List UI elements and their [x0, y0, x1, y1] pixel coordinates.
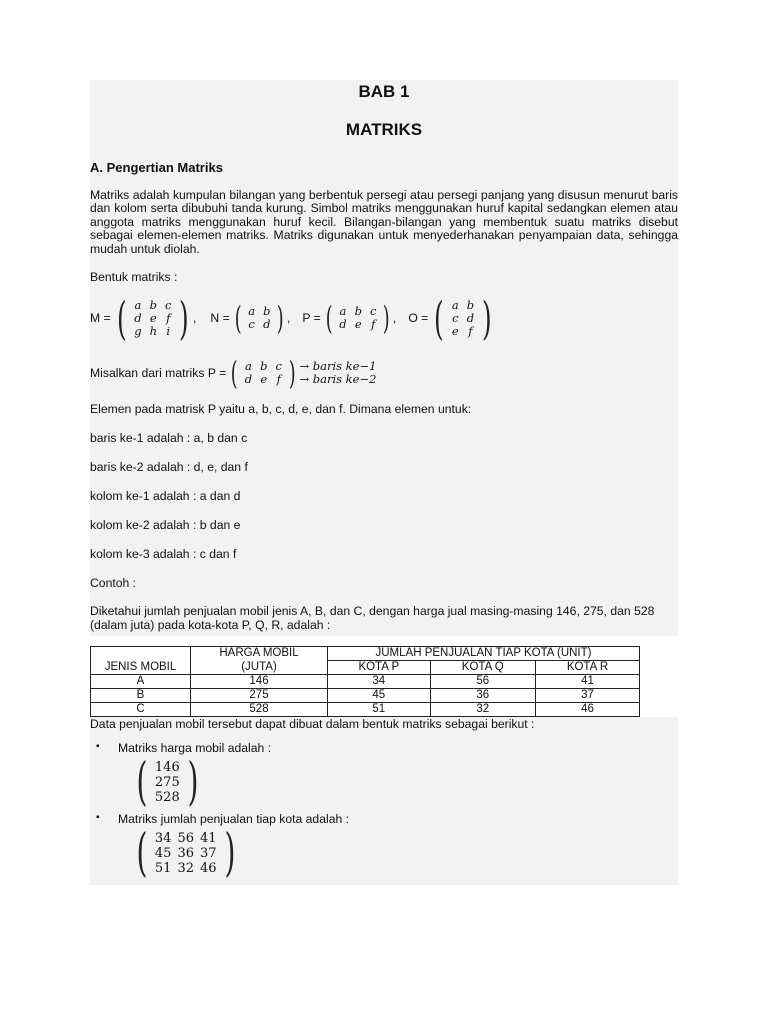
cell: 45 [328, 689, 431, 703]
right-paren: ) [224, 824, 235, 884]
matrix-grid [130, 299, 175, 338]
matrix-row [152, 861, 220, 876]
cell: 51 [328, 703, 431, 717]
header-jenis-mobil: JENIS MOBIL [91, 647, 191, 675]
cell: A [91, 675, 191, 689]
matrix-entry: d [466, 310, 475, 325]
matrix-grid [241, 360, 286, 386]
matrix-entry: b [149, 297, 157, 312]
header-kota-p: KOTA P [328, 661, 431, 675]
matrix-row [152, 760, 183, 775]
elements-intro: Elemen pada matrisk P yaitu a, b, c, d, e, dan f. Dimana elemen untuk: [90, 402, 472, 417]
matrix-row [130, 299, 175, 312]
matrix-row [152, 846, 220, 861]
matrix-label-n: N = [210, 311, 230, 326]
matrix-entry: f [166, 310, 171, 325]
matrix-row [152, 831, 220, 846]
matrix-entry: 56 [177, 831, 194, 847]
bullet-text: ▪ Matriks harga mobil adalah : [118, 741, 272, 756]
cell: 32 [430, 703, 535, 717]
left-paren: ( [325, 299, 333, 338]
right-paren: ) [187, 753, 199, 813]
matrix-separator: , [392, 311, 397, 326]
matrix-entry: a [339, 304, 347, 319]
matrix-grid [244, 305, 274, 331]
matrix-entry: 34 [154, 831, 172, 847]
header-harga-1: HARGA MOBIL [191, 647, 328, 661]
bentuk-label: Bentuk matriks : [90, 270, 178, 285]
table-row [91, 689, 640, 703]
document-page [90, 80, 678, 885]
matrix-o [430, 292, 495, 345]
header-kota-r: KOTA R [535, 661, 639, 675]
matrix-entry: d [339, 317, 347, 332]
cell: 275 [191, 689, 328, 703]
table-row [91, 703, 640, 717]
matrix-penjualan [132, 824, 239, 883]
misalkan-line [90, 354, 678, 393]
matrix-harga [132, 753, 203, 812]
matrix-row [241, 373, 286, 386]
matrix-entry: d [134, 310, 142, 325]
left-paren: ( [434, 291, 444, 345]
matrix-separator: , [286, 311, 291, 326]
after-table-text: Data penjualan mobil tersebut dapat dibuat dalam bentuk matriks sebagai berikut : [90, 717, 535, 732]
matrix-entry: c [275, 359, 282, 374]
contoh-label: Contoh : [90, 576, 137, 591]
matrix-row [448, 325, 478, 338]
element-line: baris ke-1 adalah : a, b dan c [90, 431, 248, 446]
matrix-entry: 32 [177, 861, 194, 877]
matrix-entry: 275 [154, 775, 180, 791]
matrix-entry: f [468, 323, 473, 338]
matrix-entry: c [165, 297, 172, 312]
matrix-grid [152, 760, 183, 805]
contoh-paragraph: Diketahui jumlah penjualan mobil jenis A, B, dan C, dengan harga jual masing-masing 146, 275, dan 528 (dalam juta) pada kota-kota P, Q, R, adalah : [90, 604, 655, 633]
matrix-grid [335, 305, 380, 331]
matrix-entry: b [466, 297, 475, 312]
misalkan-label: Misalkan dari matriks P = [90, 366, 227, 381]
cell: C [91, 703, 191, 717]
table-row [91, 675, 640, 689]
matrix-entry: a [451, 297, 459, 312]
matrix-row [152, 775, 183, 790]
matrix-row [244, 318, 274, 331]
right-paren: ) [482, 291, 492, 345]
cell: 34 [328, 675, 431, 689]
matrix-row [130, 325, 175, 338]
matrix-entry: b [260, 359, 268, 374]
section-heading: A. Pengertian Matriks [90, 160, 223, 175]
matrix-entry: f [371, 317, 376, 332]
matrix-row [448, 299, 478, 312]
matrix-row [448, 312, 478, 325]
right-paren: ) [383, 299, 391, 338]
matrix-entry: f [276, 372, 281, 387]
header-jumlah: JUMLAH PENJUALAN TIAP KOTA (UNIT) [328, 647, 640, 661]
left-paren: ( [116, 291, 127, 345]
matrix-entry: 36 [177, 846, 194, 862]
matrix-entry: b [263, 304, 271, 319]
matrix-entry: a [245, 359, 252, 374]
matrix-entry: d [244, 372, 253, 387]
matrix-label-p: P = [302, 311, 321, 326]
matrix-n [232, 299, 287, 337]
matrix-entry: a [134, 297, 142, 312]
matrix-entry: 41 [200, 831, 217, 847]
sales-table [90, 646, 640, 717]
left-paren: ( [234, 299, 242, 338]
right-paren: ) [277, 299, 285, 338]
matrix-entry: c [369, 304, 377, 319]
cell: 56 [430, 675, 535, 689]
matrix-label-m: M = [90, 311, 111, 326]
matrix-entry: e [149, 310, 157, 325]
matrix-row [130, 312, 175, 325]
matrix-separator: , [193, 311, 197, 326]
matrix-entry: 37 [200, 846, 217, 862]
matrix-entry: a [248, 304, 256, 319]
cell: 41 [535, 675, 639, 689]
cell: 46 [535, 703, 639, 717]
matrix-entry: d [263, 317, 271, 332]
chapter-title: BAB 1 [358, 82, 410, 101]
element-lines [90, 431, 678, 561]
matrix-p-example [228, 354, 298, 392]
left-paren: ( [231, 354, 238, 393]
matrix-entry: 45 [154, 846, 172, 862]
matrix-entry: e [451, 323, 459, 338]
right-paren: ) [288, 354, 296, 393]
matrix-grid [152, 831, 220, 876]
matrix-entry: b [354, 304, 362, 319]
cell: 37 [535, 689, 639, 703]
matrix-m [113, 292, 193, 345]
matrix-entry: 146 [154, 760, 180, 776]
matrix-entry: g [134, 323, 142, 338]
matrix-entry: c [452, 310, 459, 325]
cell: 146 [191, 675, 328, 689]
bullet-item [90, 812, 678, 883]
element-line: kolom ke-2 adalah : b dan e [90, 518, 241, 533]
matrix-row [335, 318, 380, 331]
header-kota-q: KOTA Q [430, 661, 535, 675]
element-line: kolom ke-3 adalah : c dan f [90, 547, 237, 562]
left-paren: ( [136, 753, 148, 813]
bullet-list [90, 741, 678, 883]
bullet-item [90, 741, 678, 812]
intro-paragraph: Matriks adalah kumpulan bilangan yang berbentuk persegi atau persegi panjang yang disusun menurut baris dan kolom serta dibubuhi tanda kurung. Simbol matriks menggunakan huruf kapital sedangkan elemen atau anggota matriks menggunakan huruf kecil. Bilangan-bilangan yang membentuk suatu matriks disebut sebagai elemen-elemen matriks. Matriks digunakan untuk menyederhanakan penyampaian data, sehingga mudah untuk diolah. [90, 188, 678, 256]
left-paren: ( [136, 824, 148, 884]
bullet-text: ▪ Matriks jumlah penjualan tiap kota adalah : [118, 812, 350, 827]
right-paren: ) [179, 291, 190, 345]
cell: 36 [430, 689, 535, 703]
matrix-entry: i [166, 323, 171, 338]
matrix-row [152, 790, 183, 805]
matrix-entry: 46 [200, 861, 217, 877]
matrix-entry: e [260, 372, 268, 387]
row-annotation: → baris ke−1 [299, 359, 377, 374]
matrix-entry: h [149, 323, 158, 338]
row-annotation: → baris ke−2 [299, 372, 377, 387]
matrix-entry: e [354, 317, 362, 332]
matrix-p [323, 299, 393, 337]
element-line: baris ke-2 adalah : d, e, dan f [90, 460, 248, 475]
matrix-entry: c [248, 317, 255, 332]
matrix-grid [448, 299, 478, 338]
row-annotations [299, 360, 376, 386]
matrix-entry: 528 [154, 790, 180, 806]
matrix-entry: 51 [154, 861, 172, 877]
element-line: kolom ke-1 adalah : a dan d [90, 489, 241, 504]
matrix-examples [90, 290, 678, 346]
header-harga-2: (JUTA) [191, 661, 328, 675]
page-title: MATRIKS [345, 120, 423, 139]
matrix-label-o: O = [408, 311, 429, 326]
cell: B [91, 689, 191, 703]
cell: 528 [191, 703, 328, 717]
